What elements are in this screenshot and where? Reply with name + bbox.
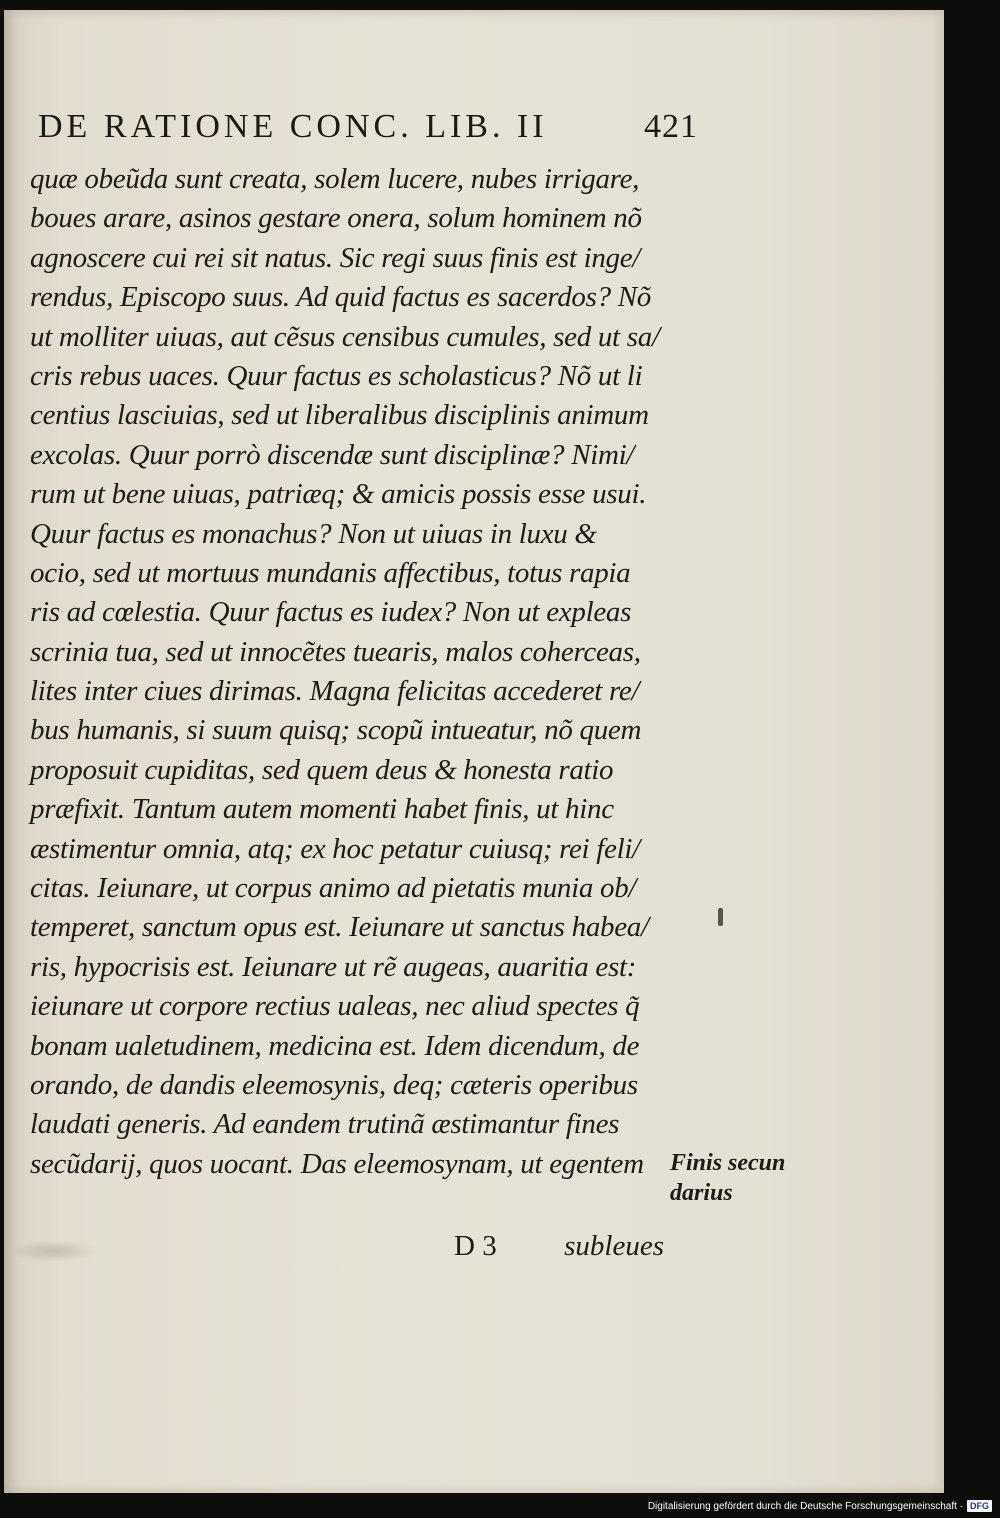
- text-line: æstimentur omnia, atq; ex hoc petatur cuiusq; rei feli/: [30, 832, 640, 865]
- text-line: quæ obeũda sunt creata, solem lucere, nubes irrigare,: [30, 163, 640, 195]
- text-line: temperet, sanctum opus est. Ieiunare ut sanctus habea/: [30, 911, 649, 944]
- running-head-title: DE RATIONE CONC. LIB. II: [38, 108, 548, 145]
- text-line: citas. Ieiunare, ut corpus animo ad pietatis munia ob/: [30, 872, 637, 905]
- ink-mark: [718, 908, 723, 926]
- signature-mark: D 3: [454, 1230, 497, 1262]
- text-line: ieiunare ut corpore rectius ualeas, nec aliud spectes q̃: [30, 990, 640, 1023]
- marginal-note-line: darius: [670, 1180, 733, 1206]
- text-line: laudati generis. Ad eandem trutinã æstimantur fines: [30, 1108, 620, 1141]
- marginal-note-line: Finis secun: [670, 1150, 786, 1176]
- dfg-logo: DFG: [967, 1500, 992, 1512]
- text-line: ocio, sed ut mortuus mundanis affectibus, totus rapia: [30, 556, 631, 589]
- text-line: rendus, Episcopo suus. Ad quid factus es sacerdos? Nõ: [30, 281, 652, 314]
- text-line: excolas. Quur porrò discendæ sunt disciplinæ? Nimi/: [30, 438, 635, 471]
- text-line: cris rebus uaces. Quur factus es scholasticus? Nõ ut li: [30, 359, 643, 392]
- text-line: ut molliter uiuas, aut cẽsus censibus cumules, sed ut sa/: [30, 320, 660, 353]
- text-line: ris ad cœlestia. Quur factus es iudex? Non ut expleas: [30, 596, 632, 629]
- paper-stain: [8, 1240, 98, 1262]
- page-number: 421: [644, 108, 698, 145]
- text-line: bonam ualetudinem, medicina est. Idem dicendum, de: [30, 1029, 640, 1062]
- running-head: [38, 108, 698, 146]
- marginal-note: [670, 1148, 810, 1208]
- text-line: orando, de dandis eleemosynis, deq; cæteris operibus: [30, 1068, 638, 1101]
- text-line: rum ut bene uiuas, patriæq; & amicis possis esse usui.: [30, 478, 647, 511]
- signature-line: [454, 1230, 664, 1268]
- text-line: Quur factus es monachus? Non ut uiuas in luxu &: [30, 517, 597, 550]
- text-line: præfixit. Tantum autem momenti habet finis, ut hinc: [30, 793, 614, 826]
- book-page: [4, 10, 944, 1493]
- text-line: scrinia tua, sed ut innocẽtes tuearis, malos coherceas,: [30, 635, 641, 668]
- text-line: agnoscere cui rei sit natus. Sic regi suus finis est inge/: [30, 241, 641, 274]
- text-line: bus humanis, si suum quisq; scopũ intueatur, nõ quem: [30, 714, 642, 747]
- text-line: proposuit cupiditas, sed quem deus & honesta ratio: [30, 753, 614, 786]
- text-line: boues arare, asinos gestare onera, solum hominem nõ: [30, 202, 642, 235]
- text-line: centius lasciuias, sed ut liberalibus disciplinis animum: [30, 399, 649, 432]
- text-line: ris, hypocrisis est. Ieiunare ut rẽ augeas, auaritia est:: [30, 950, 637, 983]
- digitization-credit: [648, 1498, 992, 1514]
- text-line: secũdarij, quos uocant. Das eleemosynam, ut egentem: [30, 1147, 644, 1180]
- body-text: [30, 160, 680, 1184]
- credit-text: Digitalisierung gefördert durch die Deutsche Forschungsgemeinschaft ·: [647, 1500, 963, 1512]
- catchword: subleues: [564, 1230, 664, 1262]
- text-line: lites inter ciues dirimas. Magna felicitas accederet re/: [30, 675, 640, 708]
